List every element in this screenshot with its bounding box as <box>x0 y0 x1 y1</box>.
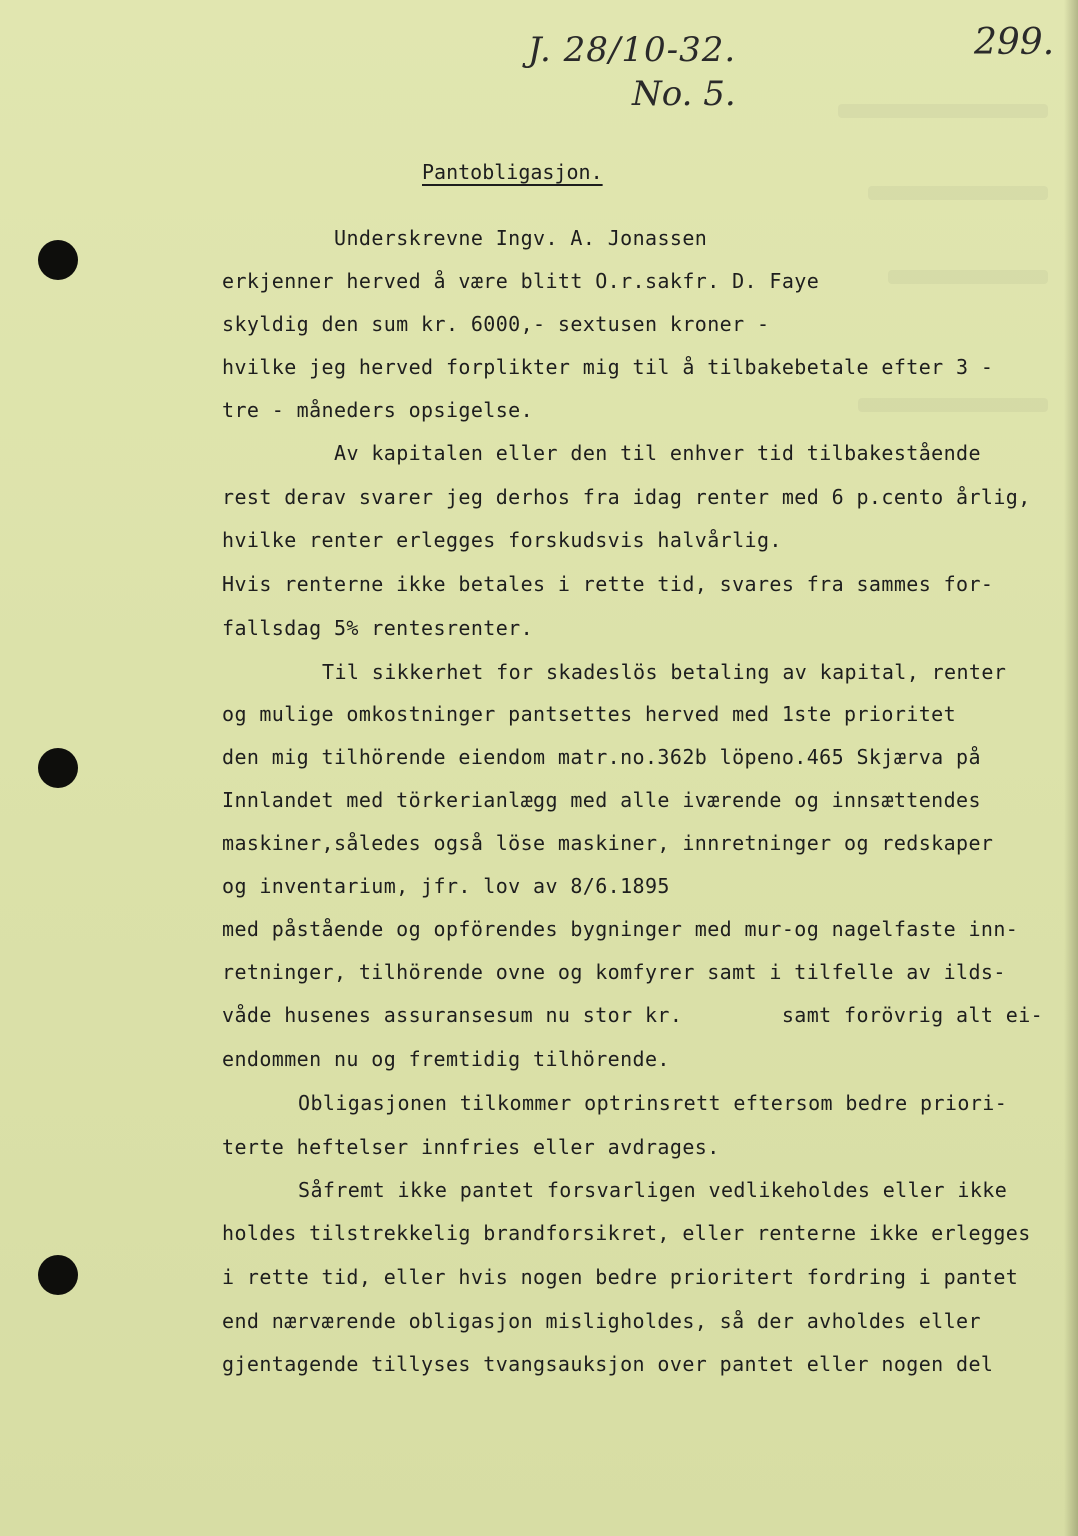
body-line: hvilke renter erlegges forskudsvis halvårlig. <box>222 528 782 552</box>
body-line: Av kapitalen eller den til enhver tid tilbakestående <box>334 441 981 465</box>
bleed-through-mark <box>868 186 1048 200</box>
body-line: terte heftelser innfries eller avdrages. <box>222 1135 720 1159</box>
bleed-through-mark <box>838 104 1048 118</box>
body-line: erkjenner herved å være blitt O.r.sakfr. D. Faye <box>222 269 820 293</box>
page-edge-shadow <box>1064 0 1078 1536</box>
page-number: 299. <box>974 22 1055 63</box>
body-line: holdes tilstrekkelig brandforsikret, eller renterne ikke erlegges <box>222 1221 1031 1245</box>
body-line: skyldig den sum kr. 6000,- sextusen kroner - <box>222 312 770 336</box>
body-line: Obligasjonen tilkommer optrinsrett eftersom bedre priori- <box>298 1091 1008 1115</box>
body-line: maskiner,således også löse maskiner, innretninger og redskaper <box>222 831 994 855</box>
body-line: den mig tilhörende eiendom matr.no.362b löpeno.465 Skjærva på <box>222 745 981 769</box>
body-line: med påstående og opförendes bygninger med mur-og nagelfaste inn- <box>222 917 1019 941</box>
body-line: Underskrevne Ingv. A. Jonassen <box>334 226 708 250</box>
body-line: tre - måneders opsigelse. <box>222 398 534 422</box>
body-line: og inventarium, jfr. lov av 8/6.1895 <box>222 874 670 898</box>
bleed-through-mark <box>858 398 1048 412</box>
body-line: gjentagende tillyses tvangsauksjon over pantet eller nogen del <box>222 1352 994 1376</box>
punch-hole-bottom <box>38 1255 78 1295</box>
body-line: hvilke jeg herved forplikter mig til å tilbakebetale efter 3 - <box>222 355 994 379</box>
body-line: Til sikkerhet for skadeslös betaling av kapital, renter <box>322 660 1007 684</box>
handwritten-date: J. 28/10-32. <box>528 30 737 70</box>
body-line: retninger, tilhörende ovne og komfyrer samt i tilfelle av ilds- <box>222 960 1006 984</box>
body-line: Innlandet med törkerianlægg med alle iværende og innsættendes <box>222 788 981 812</box>
document-number: No. 5. <box>632 74 736 114</box>
punch-hole-top <box>38 240 78 280</box>
body-line: i rette tid, eller hvis nogen bedre prioritert fordring i pantet <box>222 1265 1019 1289</box>
body-line: fallsdag 5% rentesrenter. <box>222 616 534 640</box>
body-line: våde husenes assuransesum nu stor kr. samt forövrig alt ei- <box>222 1003 1044 1027</box>
body-line: endommen nu og fremtidig tilhörende. <box>222 1047 670 1071</box>
bleed-through-mark <box>888 270 1048 284</box>
body-line: og mulige omkostninger pantsettes herved med 1ste prioritet <box>222 702 957 726</box>
body-line: rest derav svarer jeg derhos fra idag renter med 6 p.cento årlig, <box>222 485 1031 509</box>
body-line: end nærværende obligasjon misligholdes, så der avholdes eller <box>222 1309 981 1333</box>
document-title: Pantobligasjon. <box>422 160 603 184</box>
body-line: Såfremt ikke pantet forsvarligen vedlikeholdes eller ikke <box>298 1178 1008 1202</box>
punch-hole-middle <box>38 748 78 788</box>
body-line: Hvis renterne ikke betales i rette tid, svares fra sammes for- <box>222 572 994 596</box>
